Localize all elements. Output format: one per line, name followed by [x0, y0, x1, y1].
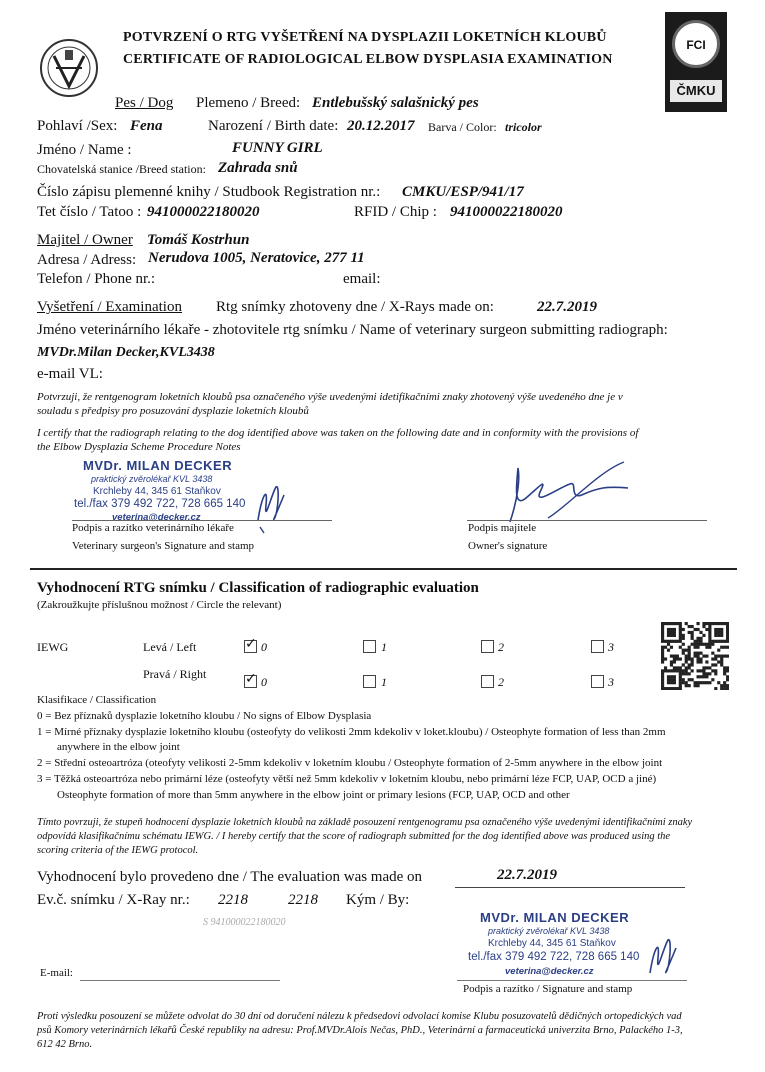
- title-en: CERTIFICATE OF RADIOLOGICAL ELBOW DYSPLASIA EXAMINATION: [123, 52, 613, 67]
- owner-section-label: Majitel / Owner: [37, 232, 133, 248]
- xray-date: 22.7.2019: [537, 299, 597, 315]
- certify-en-2: the Elbow Dysplazia Scheme Procedure Notes: [37, 441, 241, 453]
- stamp-1-name: MVDr. MILAN DECKER: [83, 458, 233, 473]
- left-grade-3: 3: [608, 640, 614, 654]
- evaluation-subtitle: (Zakroužkujte příslušnou možnost / Circle the relevant): [37, 599, 282, 611]
- right-grade-1: 1: [381, 675, 387, 689]
- vet-signature-2: [642, 928, 682, 983]
- confirm-2: odpovídá klasifikačnímu schématu IEWG. / I hereby certify that the score of radiograph submitted for the dog identified above was produced using the: [37, 831, 671, 842]
- qr-code: [661, 622, 729, 690]
- class-3a: 3 = Těžká osteoartróza nebo primární léze (osteofyty větší než 5mm kdekoliv v loketním kloubu, nebo primární léze FCP, UAP, OCD a jiné): [37, 773, 657, 785]
- right-grade-2-checkbox[interactable]: [481, 675, 494, 688]
- title-cz: POTVRZENÍ O RTG VYŠETŘENÍ NA DYSPLAZII LOKETNÍCH KLOUBŮ: [123, 30, 607, 45]
- vet-sign-en: Veterinary surgeon's Signature and stamp: [72, 540, 255, 552]
- class-2: 2 = Střední osteoartróza (oteofyty velikosti 2-5mm kdekoliv v loketním kloubu / Osteophyte formation of 2-5mm anywhere in the elbow joint: [37, 757, 663, 769]
- owner-sign-cz: Podpis majitele: [468, 522, 537, 534]
- certify-cz-2: souladu s předpisy pro posuzování dysplazie loketních kloubů: [37, 405, 309, 417]
- left-grade-2-checkbox[interactable]: [481, 640, 494, 653]
- owner-signature: [488, 458, 658, 528]
- xray-nr-label: Ev.č. snímku / X-Ray nr.:: [37, 892, 190, 908]
- right-grade-2: 2: [498, 675, 504, 689]
- vet-value: MVDr.Milan Decker,KVL3438: [37, 345, 215, 360]
- owner-email-label: email:: [343, 271, 381, 287]
- stamp-2-name: MVDr. MILAN DECKER: [480, 910, 630, 925]
- class-1b: anywhere in the elbow joint: [57, 741, 180, 753]
- kvl-logo: [36, 38, 102, 98]
- stamp-2-address: Krchleby 44, 345 61 Staňkov: [488, 938, 616, 949]
- class-0: 0 = Bez příznaků dysplazie loketního kloubu / No signs of Elbow Dysplasia: [37, 710, 372, 722]
- section-separator: [30, 568, 737, 570]
- made-on-label: Vyhodnocení bylo provedeno dne / The evaluation was made on: [37, 869, 423, 885]
- confirm-3: scoring criteria of the IEWG protocol.: [37, 845, 199, 856]
- fci-cmk-logo: [665, 12, 727, 112]
- owner-sign-line: [467, 520, 707, 521]
- station-value: Zahrada snů: [218, 160, 298, 176]
- right-grade-0-checkbox[interactable]: [244, 671, 257, 688]
- sex-label: Pohlaví /Sex:: [37, 118, 118, 134]
- confirm-1: Tímto povrzuji, že stupeň hodnocení dysplazie loketních kloubů na základě posouzení rentgenogramu psa označeného výše uvedenými identifikačními znaky: [37, 817, 693, 828]
- owner-sign-en: Owner's signature: [468, 540, 548, 552]
- stamp-2-role: praktický zvěrolékař KVL 3438: [488, 926, 610, 936]
- sex-value: Fena: [130, 118, 163, 134]
- stamp-1-phone: tel./fax 379 492 722, 728 665 140: [74, 498, 246, 510]
- breed-label: Plemeno / Breed:: [196, 95, 301, 111]
- right-label: Pravá / Right: [143, 667, 207, 681]
- left-grade-0: 0: [261, 640, 267, 654]
- left-grade-0-checkbox[interactable]: [244, 636, 257, 653]
- xray-nr-1: 2218: [218, 892, 248, 908]
- scheme-label: IEWG: [37, 640, 69, 654]
- left-grade-3-checkbox[interactable]: [591, 640, 604, 653]
- stamp-1-email: veterina@decker.cz: [112, 512, 201, 523]
- right-grade-3: 3: [608, 675, 614, 689]
- phone-label: Telefon / Phone nr.:: [37, 271, 156, 287]
- tatoo-value: 941000022180020: [147, 204, 260, 220]
- name-value: FUNNY GIRL: [232, 140, 323, 156]
- footer-1: Proti výsledku posouzení se můžete odvolat do 30 dní od doručení nálezu k předsedovi odvolací komise Klubu posuzovatelů dědičných ortopedických vad: [37, 1011, 682, 1022]
- class-heading: Klasifikace / Classification: [37, 694, 157, 706]
- address-value: Nerudova 1005, Neratovice, 277 11: [148, 250, 365, 266]
- fci-text: FCI: [686, 38, 706, 52]
- stamp-1-role: praktický zvěrolékař KVL 3438: [91, 474, 213, 484]
- exam-section-label: Vyšetření / Examination: [37, 299, 182, 315]
- vet-email-label: e-mail VL:: [37, 366, 103, 382]
- by-label: Kým / By:: [346, 892, 410, 908]
- footer-2: psů Komory veterinárních lékařů České republiky na adresu: Prof.MVDr.Alois Nečas, PhD., Veterinární a farmaceutická univerzita Brno, Palackého 1-3,: [37, 1025, 683, 1036]
- cmk-text: ČMKU: [670, 80, 722, 102]
- vet-label: Jméno veterinárního lékaře - zhotovitele rtg snímku / Name of veterinary surgeon submitting radiograph:: [37, 322, 668, 338]
- color-label: Barva / Color:: [428, 120, 497, 134]
- right-grade-1-checkbox[interactable]: [363, 675, 376, 688]
- left-grade-1: 1: [381, 640, 387, 654]
- made-on-value: 22.7.2019: [497, 867, 557, 883]
- evaluation-title: Vyhodnocení RTG snímku / Classification of radiographic evaluation: [37, 580, 479, 596]
- vet-sign-cz: Podpis a razítko veterinárního lékaře: [72, 522, 234, 534]
- vet-signature-1: [250, 475, 290, 535]
- right-grade-3-checkbox[interactable]: [591, 675, 604, 688]
- rfid-value: 941000022180020: [450, 204, 563, 220]
- rfid-label: RFID / Chip :: [354, 204, 437, 220]
- breed-value: Entlebušský salašnický pes: [312, 95, 479, 111]
- chip-faint: S 941000022180020: [203, 917, 286, 928]
- xray-nr-2: 2218: [288, 892, 318, 908]
- birth-label: Narození / Birth date:: [208, 118, 339, 134]
- stamp-2-phone: tel./fax 379 492 722, 728 665 140: [468, 951, 640, 963]
- certify-en-1: I certify that the radiograph relating to the dog identified above was taken on the following date and in conformity with the provisions of: [37, 427, 639, 439]
- signature-label: Podpis a razítko / Signature and stamp: [463, 983, 633, 995]
- right-grade-0: 0: [261, 675, 267, 689]
- left-grade-1-checkbox[interactable]: [363, 640, 376, 653]
- stamp-1-address: Krchleby 44, 345 61 Staňkov: [93, 486, 221, 497]
- signature-line: [457, 980, 687, 981]
- class-1a: 1 = Mírné příznaky dysplazie loketního kloubu (osteofyty do velikosti 2mm kdekoliv v loket.kloubu) / Osteophyte formation of less than 2mm: [37, 726, 666, 738]
- made-on-line: [455, 887, 685, 888]
- xray-label: Rtg snímky zhotoveny dne / X-Rays made on:: [216, 299, 494, 315]
- address-label: Adresa / Adress:: [37, 252, 137, 268]
- footer-3: 612 42 Brno.: [37, 1039, 93, 1050]
- color-value: tricolor: [505, 120, 542, 134]
- studbook-value: CMKU/ESP/941/17: [402, 184, 524, 200]
- check-icon: ✓: [245, 636, 257, 652]
- left-grade-2: 2: [498, 640, 504, 654]
- vet-sign-line: [72, 520, 332, 521]
- studbook-label: Číslo zápisu plemenné knihy / Studbook Registration nr.:: [37, 184, 381, 200]
- check-icon: ✓: [245, 671, 257, 687]
- station-label: Chovatelská stanice /Breed station:: [37, 162, 206, 176]
- left-label: Levá / Left: [143, 640, 197, 654]
- stamp-2-email: veterina@decker.cz: [505, 966, 594, 977]
- e-mail-label: E-mail:: [40, 967, 73, 979]
- owner-name: Tomáš Kostrhun: [147, 232, 250, 248]
- name-label: Jméno / Name :: [37, 142, 132, 158]
- e-mail-line: [80, 980, 280, 981]
- birth-value: 20.12.2017: [347, 118, 415, 134]
- tatoo-label: Tet číslo / Tatoo :: [37, 204, 142, 220]
- dog-section-label: Pes / Dog: [115, 95, 174, 111]
- certify-cz-1: Potvrzuji, že rentgenogram loketních kloubů psa označeného výše uvedenými idetifikačními znaky zhotovený výše uvedeného dne je v: [37, 391, 623, 403]
- class-3b: Osteophyte formation of more than 5mm anywhere in the elbow joint or primary lesions (FCP, UAP, OCD and other: [57, 789, 570, 801]
